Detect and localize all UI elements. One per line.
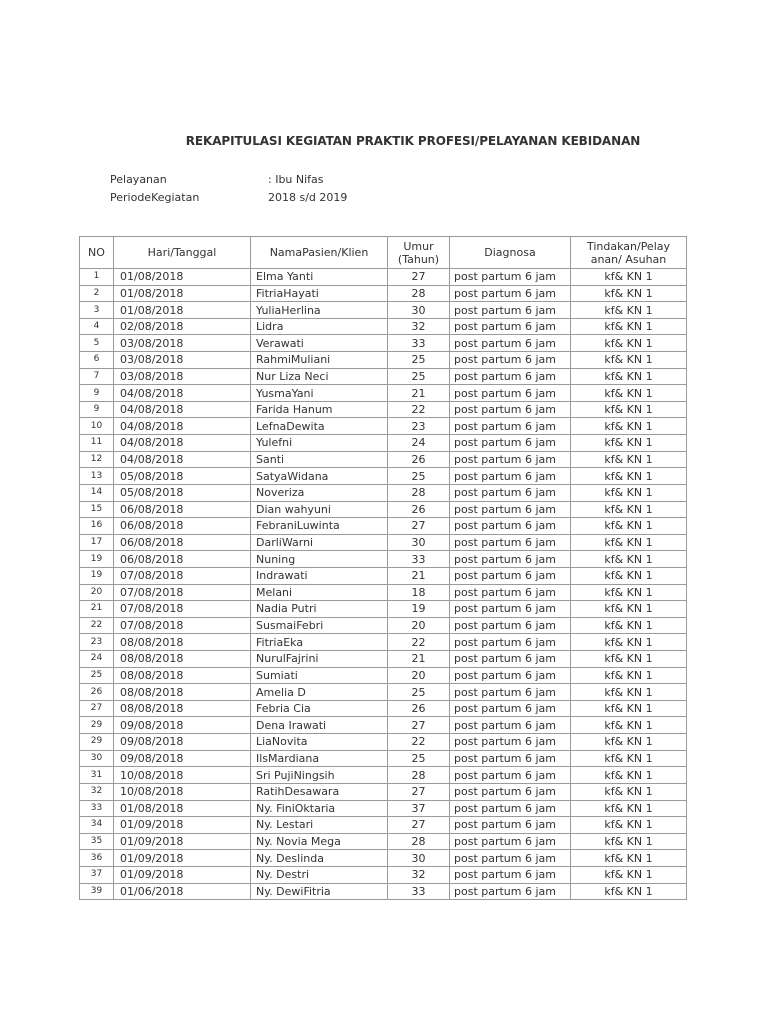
table-row [80,717,687,734]
table-row [80,518,687,535]
cell-no: 10 [80,418,114,435]
cell-date: 08/08/2018 [114,684,251,701]
cell-age: 28 [388,767,450,784]
cell-date: 08/08/2018 [114,634,251,651]
cell-age: 22 [388,634,450,651]
period-label: PeriodeKegiatan [110,191,200,204]
cell-action: kf& KN 1 [571,750,687,767]
cell-diagnosis: post partum 6 jam [450,534,571,551]
cell-date: 01/08/2018 [114,285,251,302]
cell-age: 21 [388,567,450,584]
cell-action: kf& KN 1 [571,833,687,850]
table-row [80,767,687,784]
period-row [110,191,347,204]
cell-date: 07/08/2018 [114,617,251,634]
table-row [80,833,687,850]
table-row [80,684,687,701]
cell-diagnosis: post partum 6 jam [450,750,571,767]
table-row [80,700,687,717]
cell-action: kf& KN 1 [571,783,687,800]
table-body [80,269,687,900]
cell-age: 20 [388,617,450,634]
cell-patient-name: Nuning [251,551,388,568]
cell-no: 27 [80,700,114,717]
cell-age: 28 [388,484,450,501]
cell-date: 03/08/2018 [114,368,251,385]
cell-date: 07/08/2018 [114,567,251,584]
cell-patient-name: LiaNovita [251,734,388,751]
cell-date: 01/06/2018 [114,883,251,900]
cell-patient-name: DarliWarni [251,534,388,551]
cell-date: 06/08/2018 [114,501,251,518]
header-age-line1: Umur [403,239,434,253]
cell-action: kf& KN 1 [571,385,687,402]
header-age [388,237,450,269]
cell-diagnosis: post partum 6 jam [450,418,571,435]
cell-action: kf& KN 1 [571,418,687,435]
table-row [80,584,687,601]
cell-patient-name: Ny. Destri [251,866,388,883]
cell-age: 26 [388,700,450,717]
cell-action: kf& KN 1 [571,352,687,369]
cell-diagnosis: post partum 6 jam [450,285,571,302]
cell-no: 19 [80,567,114,584]
cell-no: 33 [80,800,114,817]
cell-diagnosis: post partum 6 jam [450,335,571,352]
cell-patient-name: IlsMardiana [251,750,388,767]
cell-patient-name: Verawati [251,335,388,352]
cell-diagnosis: post partum 6 jam [450,817,571,834]
cell-action: kf& KN 1 [571,518,687,535]
cell-diagnosis: post partum 6 jam [450,651,571,668]
cell-no: 25 [80,667,114,684]
cell-age: 18 [388,584,450,601]
cell-patient-name: Febria Cia [251,700,388,717]
cell-action: kf& KN 1 [571,634,687,651]
header-diagnosis: Diagnosa [450,237,571,269]
header-age-line2: (Tahun) [397,252,440,266]
cell-date: 09/08/2018 [114,750,251,767]
cell-age: 22 [388,401,450,418]
table-row [80,800,687,817]
cell-diagnosis: post partum 6 jam [450,302,571,319]
cell-date: 06/08/2018 [114,534,251,551]
cell-diagnosis: post partum 6 jam [450,352,571,369]
cell-diagnosis: post partum 6 jam [450,634,571,651]
cell-action: kf& KN 1 [571,850,687,867]
header-action [571,237,687,269]
table-row [80,418,687,435]
cell-patient-name: Amelia D [251,684,388,701]
cell-no: 14 [80,484,114,501]
cell-no: 16 [80,518,114,535]
cell-age: 26 [388,451,450,468]
cell-diagnosis: post partum 6 jam [450,883,571,900]
cell-action: kf& KN 1 [571,401,687,418]
cell-date: 03/08/2018 [114,352,251,369]
cell-age: 27 [388,717,450,734]
cell-age: 27 [388,817,450,834]
cell-no: 35 [80,833,114,850]
cell-date: 08/08/2018 [114,667,251,684]
cell-age: 27 [388,783,450,800]
table-row [80,401,687,418]
cell-action: kf& KN 1 [571,534,687,551]
cell-patient-name: RatihDesawara [251,783,388,800]
cell-age: 25 [388,368,450,385]
cell-date: 04/08/2018 [114,435,251,452]
cell-date: 01/08/2018 [114,269,251,286]
cell-age: 25 [388,468,450,485]
cell-age: 37 [388,800,450,817]
cell-age: 23 [388,418,450,435]
cell-action: kf& KN 1 [571,700,687,717]
cell-no: 17 [80,534,114,551]
cell-action: kf& KN 1 [571,684,687,701]
cell-action: kf& KN 1 [571,368,687,385]
cell-no: 39 [80,883,114,900]
period-value: 2018 s/d 2019 [268,191,348,204]
page-title: REKAPITULASI KEGIATAN PRAKTIK PROFESI/PELAYANAN KEBIDANAN [185,134,641,148]
service-label: Pelayanan [110,173,167,186]
header-action-line2: anan/ Asuhan [590,252,667,266]
cell-date: 07/08/2018 [114,601,251,618]
table-row [80,817,687,834]
cell-date: 06/08/2018 [114,551,251,568]
cell-date: 06/08/2018 [114,518,251,535]
cell-age: 25 [388,684,450,701]
cell-no: 29 [80,717,114,734]
cell-no: 36 [80,850,114,867]
cell-no: 23 [80,634,114,651]
cell-action: kf& KN 1 [571,883,687,900]
cell-age: 25 [388,352,450,369]
cell-diagnosis: post partum 6 jam [450,767,571,784]
cell-diagnosis: post partum 6 jam [450,401,571,418]
cell-age: 32 [388,318,450,335]
cell-action: kf& KN 1 [571,717,687,734]
cell-date: 04/08/2018 [114,418,251,435]
cell-age: 33 [388,335,450,352]
cell-no: 7 [80,368,114,385]
cell-diagnosis: post partum 6 jam [450,717,571,734]
cell-no: 31 [80,767,114,784]
cell-action: kf& KN 1 [571,584,687,601]
cell-diagnosis: post partum 6 jam [450,435,571,452]
cell-no: 20 [80,584,114,601]
service-row [110,173,324,186]
table-row [80,866,687,883]
cell-date: 07/08/2018 [114,584,251,601]
cell-action: kf& KN 1 [571,501,687,518]
cell-diagnosis: post partum 6 jam [450,318,571,335]
table-row [80,352,687,369]
cell-no: 4 [80,318,114,335]
cell-patient-name: Farida Hanum [251,401,388,418]
cell-action: kf& KN 1 [571,734,687,751]
cell-age: 22 [388,734,450,751]
cell-patient-name: SusmaiFebri [251,617,388,634]
cell-patient-name: Sri PujiNingsih [251,767,388,784]
cell-action: kf& KN 1 [571,269,687,286]
cell-patient-name: FitriaHayati [251,285,388,302]
cell-action: kf& KN 1 [571,651,687,668]
cell-patient-name: Sumiati [251,667,388,684]
cell-age: 26 [388,501,450,518]
cell-date: 04/08/2018 [114,451,251,468]
table-row [80,368,687,385]
cell-date: 01/09/2018 [114,850,251,867]
cell-action: kf& KN 1 [571,484,687,501]
cell-patient-name: SatyaWidana [251,468,388,485]
table-row [80,484,687,501]
header-date: Hari/Tanggal [114,237,251,269]
cell-no: 22 [80,617,114,634]
cell-diagnosis: post partum 6 jam [450,601,571,618]
cell-patient-name: YusmaYani [251,385,388,402]
cell-age: 21 [388,385,450,402]
cell-diagnosis: post partum 6 jam [450,451,571,468]
cell-diagnosis: post partum 6 jam [450,567,571,584]
cell-patient-name: Ny. Deslinda [251,850,388,867]
cell-age: 21 [388,651,450,668]
table-row [80,451,687,468]
cell-patient-name: Dian wahyuni [251,501,388,518]
cell-date: 01/09/2018 [114,833,251,850]
cell-action: kf& KN 1 [571,567,687,584]
cell-diagnosis: post partum 6 jam [450,269,571,286]
cell-date: 02/08/2018 [114,318,251,335]
table-row [80,651,687,668]
table-row [80,501,687,518]
table-row [80,634,687,651]
cell-patient-name: FitriaEka [251,634,388,651]
cell-action: kf& KN 1 [571,302,687,319]
cell-date: 04/08/2018 [114,385,251,402]
table-row [80,567,687,584]
cell-no: 34 [80,817,114,834]
header-no: NO [80,237,114,269]
cell-no: 30 [80,750,114,767]
table-row [80,335,687,352]
cell-diagnosis: post partum 6 jam [450,800,571,817]
cell-age: 25 [388,750,450,767]
cell-patient-name: Melani [251,584,388,601]
cell-age: 30 [388,850,450,867]
header-name: NamaPasien/Klien [251,237,388,269]
cell-patient-name: LefnaDewita [251,418,388,435]
cell-diagnosis: post partum 6 jam [450,850,571,867]
cell-diagnosis: post partum 6 jam [450,617,571,634]
cell-diagnosis: post partum 6 jam [450,551,571,568]
table-row [80,601,687,618]
cell-patient-name: Noveriza [251,484,388,501]
cell-patient-name: FebraniLuwinta [251,518,388,535]
cell-patient-name: Ny. DewiFitria [251,883,388,900]
cell-no: 1 [80,269,114,286]
cell-patient-name: Indrawati [251,567,388,584]
cell-age: 33 [388,551,450,568]
cell-action: kf& KN 1 [571,800,687,817]
cell-age: 30 [388,534,450,551]
cell-action: kf& KN 1 [571,601,687,618]
service-value: : Ibu Nifas [268,173,324,186]
cell-date: 08/08/2018 [114,651,251,668]
cell-diagnosis: post partum 6 jam [450,783,571,800]
table-row [80,883,687,900]
cell-no: 13 [80,468,114,485]
cell-diagnosis: post partum 6 jam [450,734,571,751]
cell-no: 5 [80,335,114,352]
cell-patient-name: Nadia Putri [251,601,388,618]
cell-no: 37 [80,866,114,883]
table-row [80,850,687,867]
cell-action: kf& KN 1 [571,617,687,634]
cell-patient-name: YuliaHerlina [251,302,388,319]
recap-table [79,236,687,900]
cell-date: 10/08/2018 [114,783,251,800]
cell-date: 04/08/2018 [114,401,251,418]
table-header-row [80,237,687,269]
cell-age: 27 [388,518,450,535]
cell-date: 01/08/2018 [114,302,251,319]
cell-action: kf& KN 1 [571,667,687,684]
table-row [80,534,687,551]
cell-date: 01/08/2018 [114,800,251,817]
cell-age: 30 [388,302,450,319]
cell-patient-name: Dena Irawati [251,717,388,734]
cell-no: 6 [80,352,114,369]
cell-patient-name: Ny. Lestari [251,817,388,834]
cell-diagnosis: post partum 6 jam [450,584,571,601]
cell-no: 12 [80,451,114,468]
cell-date: 05/08/2018 [114,484,251,501]
cell-no: 11 [80,435,114,452]
cell-diagnosis: post partum 6 jam [450,468,571,485]
cell-no: 21 [80,601,114,618]
cell-date: 10/08/2018 [114,767,251,784]
cell-no: 2 [80,285,114,302]
table-row [80,318,687,335]
table-row [80,385,687,402]
cell-no: 3 [80,302,114,319]
cell-date: 08/08/2018 [114,700,251,717]
cell-diagnosis: post partum 6 jam [450,700,571,717]
cell-age: 28 [388,833,450,850]
cell-patient-name: Lidra [251,318,388,335]
cell-date: 01/09/2018 [114,866,251,883]
cell-patient-name: Santi [251,451,388,468]
cell-patient-name: Ny. FiniOktaria [251,800,388,817]
table-row [80,302,687,319]
cell-action: kf& KN 1 [571,435,687,452]
cell-diagnosis: post partum 6 jam [450,518,571,535]
cell-action: kf& KN 1 [571,318,687,335]
cell-age: 28 [388,285,450,302]
cell-diagnosis: post partum 6 jam [450,368,571,385]
cell-date: 09/08/2018 [114,734,251,751]
cell-date: 09/08/2018 [114,717,251,734]
table-row [80,435,687,452]
cell-no: 26 [80,684,114,701]
cell-patient-name: Nur Liza Neci [251,368,388,385]
cell-patient-name: Yulefni [251,435,388,452]
cell-age: 24 [388,435,450,452]
table-row [80,551,687,568]
cell-age: 33 [388,883,450,900]
table-row [80,468,687,485]
cell-no: 32 [80,783,114,800]
header-action-line1: Tindakan/Pelay [586,239,671,253]
cell-patient-name: RahmiMuliani [251,352,388,369]
cell-patient-name: Ny. Novia Mega [251,833,388,850]
cell-action: kf& KN 1 [571,551,687,568]
cell-diagnosis: post partum 6 jam [450,667,571,684]
table-row [80,285,687,302]
cell-patient-name: NurulFajrini [251,651,388,668]
cell-action: kf& KN 1 [571,817,687,834]
cell-action: kf& KN 1 [571,285,687,302]
cell-diagnosis: post partum 6 jam [450,385,571,402]
cell-no: 19 [80,551,114,568]
table-row [80,667,687,684]
cell-no: 15 [80,501,114,518]
cell-action: kf& KN 1 [571,468,687,485]
table-row [80,783,687,800]
cell-no: 9 [80,401,114,418]
table-row [80,617,687,634]
cell-age: 19 [388,601,450,618]
cell-date: 01/09/2018 [114,817,251,834]
cell-diagnosis: post partum 6 jam [450,684,571,701]
table-row [80,750,687,767]
cell-age: 32 [388,866,450,883]
cell-diagnosis: post partum 6 jam [450,833,571,850]
cell-date: 03/08/2018 [114,335,251,352]
cell-action: kf& KN 1 [571,335,687,352]
cell-action: kf& KN 1 [571,451,687,468]
cell-diagnosis: post partum 6 jam [450,484,571,501]
cell-diagnosis: post partum 6 jam [450,866,571,883]
cell-date: 05/08/2018 [114,468,251,485]
cell-no: 24 [80,651,114,668]
cell-action: kf& KN 1 [571,767,687,784]
cell-no: 29 [80,734,114,751]
cell-diagnosis: post partum 6 jam [450,501,571,518]
cell-age: 27 [388,269,450,286]
cell-no: 9 [80,385,114,402]
table-row [80,734,687,751]
cell-action: kf& KN 1 [571,866,687,883]
cell-age: 20 [388,667,450,684]
cell-patient-name: Elma Yanti [251,269,388,286]
table-row [80,269,687,286]
